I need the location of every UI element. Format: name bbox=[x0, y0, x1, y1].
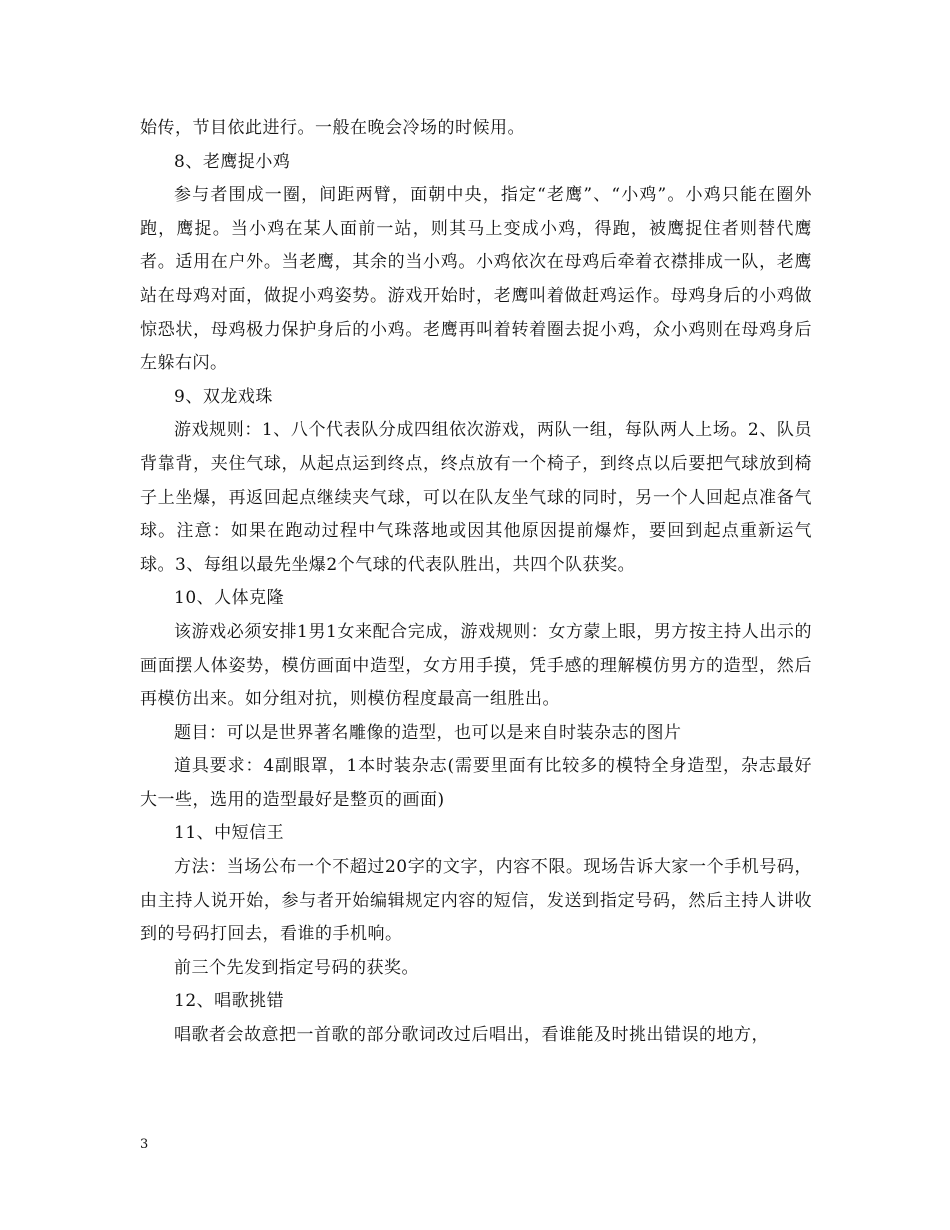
paragraph-song-error: 唱歌者会故意把一首歌的部分歌词改过后唱出，看谁能及时挑出错误的地方， bbox=[174, 1025, 769, 1046]
paragraph-dragon-pearl: 游戏规则：1、八个代表队分成四组依次游戏，两队一组，每队两人上场。2、队员背靠背，夹住气球，从起点运到终点，终点放有一个椅子，到终点以后要把气球放到椅子上坐爆，再返回起点继续夹气球，可以在队友坐气球的同时，另一个人回起点准备气球。注意：如果在跑动过程中气珠落地或因其他原因提前爆炸，要回到起点重新运气球。3、每组以最先坐爆2个气球的代表队胜出，共四个队获奖。 bbox=[140, 420, 812, 575]
paragraph-continuation: 始传，节目依此进行。一般在晚会冷场的时候用。 bbox=[140, 118, 525, 138]
section-heading-8: 8、老鹰捉小鸡 bbox=[174, 151, 291, 172]
page-number: 3 bbox=[140, 1137, 149, 1152]
paragraph-props: 道具要求：4副眼罩，1本时装杂志(需要里面有比较多的模特全身造型，杂志最好大一些，选用的造型最好是整页的画面) bbox=[140, 756, 812, 810]
section-heading-9: 9、双龙戏珠 bbox=[174, 386, 273, 407]
paragraph-topic: 题目：可以是世界著名雕像的造型，也可以是来自时装杂志的图片 bbox=[174, 722, 682, 743]
section-heading-12: 12、唱歌挑错 bbox=[174, 991, 285, 1012]
paragraph-eagle-chick: 参与者围成一圈，间距两臂，面朝中央，指定“老鹰”、“小鸡”。小鸡只能在圈外跑，鹰捉。当小鸡在某人面前一站，则其马上变成小鸡，得跑，被鹰捉住者则替代鹰者。适用在户外。当老鹰，其余的当小鸡。小鸡依次在母鸡后牵着衣襟排成一队，老鹰站在母鸡对面，做捉小鸡姿势。游戏开始时，老鹰叫着做赶鸡运作。母鸡身后的小鸡做惊恐状，母鸡极力保护身后的小鸡。老鹰再叫着转着圈去捉小鸡，众小鸡则在母鸡身后左躲右闪。 bbox=[140, 185, 812, 374]
paragraph-body-clone: 该游戏必须安排1男1女来配合完成，游戏规则：女方蒙上眼，男方按主持人出示的画面摆人体姿势，模仿画面中造型，女方用手摸，凭手感的理解模仿男方的造型，然后再模仿出来。如分组对抗，则模仿程度最高一组胜出。 bbox=[140, 621, 812, 710]
paragraph-sms-prize: 前三个先发到指定号码的获奖。 bbox=[174, 957, 419, 978]
paragraph-sms-method: 方法：当场公布一个不超过20字的文字，内容不限。现场告诉大家一个手机号码，由主持人说开始，参与者开始编辑规定内容的短信，发送到指定号码，然后主持人讲收到的号码打回去，看谁的手机响。 bbox=[140, 857, 812, 945]
section-heading-10: 10、人体克隆 bbox=[174, 588, 285, 609]
document-body bbox=[140, 112, 812, 1053]
section-heading-11: 11、中短信王 bbox=[174, 823, 285, 844]
